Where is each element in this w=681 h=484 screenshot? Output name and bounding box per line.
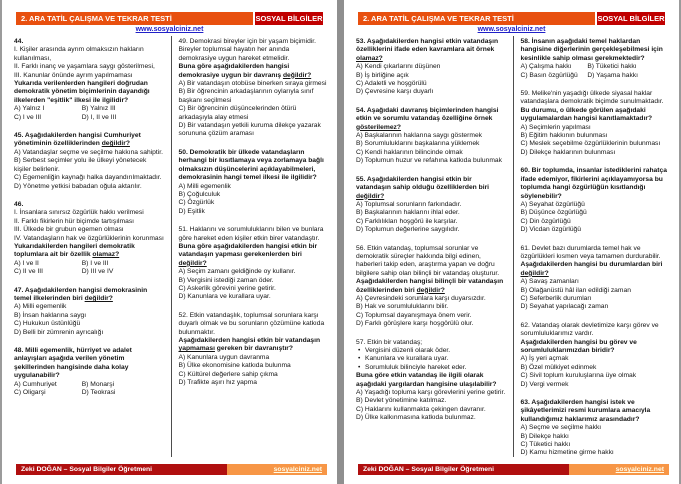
answer-option: C) Tüketici hakkı xyxy=(520,441,571,449)
question-number: 46. xyxy=(14,200,24,208)
answer-option: D) Bir vatandaşın yetkili kuruma dilekçe yazarak sorununa çözüm araması xyxy=(178,122,321,138)
subject-badge: SOSYAL BİLGİLER 5 xyxy=(597,14,665,36)
answer-option: A) I ve II xyxy=(14,259,39,267)
question-59 xyxy=(521,90,670,157)
answer-option: D) Dilekçe haklarının bulunması xyxy=(520,148,616,156)
answer-option: B) Çoğulculuk xyxy=(178,190,221,198)
answer-option: D) III ve IV xyxy=(81,268,114,276)
answer-option: D) Farklı görüşlere karşı hoşgörülü olur. xyxy=(356,320,474,328)
page-footer xyxy=(16,464,327,475)
test-title: 2. ARA TATİL ÇALIŞMA VE TEKRAR TESTİ xyxy=(16,12,253,25)
question-column xyxy=(14,36,171,457)
answer-option: A) Seçme ve seçilme hakkı xyxy=(520,424,602,432)
question-45 xyxy=(14,132,165,191)
question-49 xyxy=(179,38,328,139)
answer-option: B) Serbest seçimler yolu ile ülkeyi yönetecek kişiler belirlenir. xyxy=(14,157,147,173)
question-text: 51. Haklarını ve sorumluluklarını bilen ve bunlara göre hareket eden kişiler etkin birer vatandaştır. xyxy=(178,226,324,242)
answer-options xyxy=(14,260,165,277)
answer-option: A) Çalışma hakkı xyxy=(520,63,572,71)
answer-option: A) Başkalarının haklarına saygı göstermek xyxy=(356,132,483,140)
question-text: 60. Bir toplumda, insanlar istediklerini rahatça ifade edemiyor, fikirlerini açıklayamıyorsa bu toplumda hangi özgürlüğün kısıtlandığı söylenebilir? xyxy=(520,167,667,200)
answer-option: B) İnsan haklarına saygı xyxy=(14,311,87,319)
page-footer xyxy=(358,464,669,475)
answer-option: A) Yaşadığı topluma karşı görevlerini yerine getirir. xyxy=(356,389,506,397)
answer-option: B) Monarşi xyxy=(81,380,115,388)
answer-option: B) Bir öğrencinin arkadaşlarının oylarıyla sınıf başkanı seçilmesi xyxy=(178,88,314,104)
answer-option: D) I, II ve III xyxy=(81,113,117,121)
question-column xyxy=(513,36,670,457)
answer-option: C) Farklılıkları hoşgörü ile karşılar. xyxy=(356,217,458,225)
question-text: • Vergisini düzenli olarak öder. xyxy=(356,347,507,355)
question-text: Bu durumu, o ülkede görülen aşağıdaki uygulamalardan hangisi kanıtlamaktadır? xyxy=(520,106,653,123)
answer-option: B) Yalnız III xyxy=(81,105,116,113)
answer-option: B) Özel mülkiyet edinmek xyxy=(520,363,597,371)
answer-options xyxy=(14,381,165,398)
answer-option: A) Kendi çıkarlarını düşünen xyxy=(356,63,441,71)
answer-option: C) Haklarını kullanmakta çekingen davranır. xyxy=(356,405,486,413)
question-text: 62. Vatandaş olarak devletimize karşı görev ve sorumluluklarımız vardır. xyxy=(520,321,659,338)
answer-option: A) İş yeri açmak xyxy=(520,355,569,363)
answer-option: A) Seçimlerin yapılması xyxy=(520,123,591,131)
question-text: 52. Etkin vatandaşlık, toplumsal sorunlara karşı duyarlı olmak ve bu sorunların çözümüne katkıda bulunmaktır. xyxy=(178,311,325,336)
answer-option: C) Adaletli ve hoşgörülü xyxy=(356,80,427,88)
question-text: Aşağıdakilerden hangisi bu durumlardan biri değildir? xyxy=(520,261,663,277)
answer-option: C) Basın özgürlüğü xyxy=(520,71,578,79)
question-text: 54. Aşağıdaki davranış biçimlerinden hangisi etkin ve sorumlu vatandaş özelliğine örnek gösterilemez? xyxy=(356,106,499,131)
question-57 xyxy=(356,339,507,423)
answer-option: C) Oligarşi xyxy=(14,389,46,397)
question-56 xyxy=(356,245,507,329)
question-columns xyxy=(14,36,327,457)
answer-options xyxy=(14,105,165,122)
answer-option: B) I ve III xyxy=(81,259,109,267)
question-text: Buna göre etkin vatandaş ile ilgili olarak aşağıdaki yargılardan hangisine ulaşılabilir? xyxy=(356,372,497,388)
answer-option: C) Hukukun üstünlüğü xyxy=(14,320,81,328)
answer-option: C) II ve III xyxy=(14,268,43,276)
question-text: III. Ülkede bir grubun egemen olması xyxy=(14,226,124,234)
question-text: II. Farklı inanç ve yaşamlara saygı gösterilmesi, xyxy=(14,63,155,71)
answer-options xyxy=(521,63,670,80)
question-48 xyxy=(14,347,165,397)
question-46 xyxy=(14,201,165,277)
answer-option: C) Askerlik görevini yerine getirir. xyxy=(178,284,276,292)
answer-option: C) I ve III xyxy=(14,113,42,121)
answer-option: A) Milli egemenlik xyxy=(14,303,67,311)
subject-badge: SOSYAL BİLGİLER 5 xyxy=(255,14,323,36)
answer-option: A) Çevresindeki sorunlara karşı duyarsızdır. xyxy=(356,294,486,302)
page-gutter xyxy=(337,0,344,484)
site-link[interactable]: www.sosyalciniz.net xyxy=(135,26,204,33)
question-text: I. Kişiler arasında ayrım olmaksızın hakların kullanılması, xyxy=(14,46,144,62)
question-47 xyxy=(14,287,165,337)
answer-option: D) Ülke kalkınmasına katkıda bulunmaz. xyxy=(356,414,476,422)
answer-option: C) Meslek seçebilme özgürlüklerinin bulunması xyxy=(520,140,661,148)
answer-option: A) Savaş zamanları xyxy=(520,278,579,286)
question-columns xyxy=(356,36,669,457)
answer-option: B) Devlet yönetimine katılmaz. xyxy=(356,397,447,405)
question-text: 49. Demokrasi bireyler için bir yaşam biçimidir. Bireyler toplumsal hayatın her anında demokrasiye uygun hareket etmelidir. xyxy=(178,38,317,62)
test-page-1 xyxy=(2,0,337,484)
question-text: 59. Melike'nin yaşadığı ülkede siyasal haklar vatandaşlara demokratik biçimde sunulmaktadır. xyxy=(520,90,664,106)
answer-option: C) Kültürel değerlere sahip çıkma xyxy=(178,370,278,378)
footer-site-band xyxy=(227,464,327,475)
question-text: Aşağıdakilerden hangisi bilinçli bir vatandaşın özelliklerinden biri değildir? xyxy=(356,278,504,294)
question-text: II. Farklı fikirlerin hür biçimde tartışılması xyxy=(14,217,135,225)
question-63 xyxy=(521,399,670,457)
answer-option: B) Eğitim hakkının bulunması xyxy=(520,132,608,140)
footer-site-link[interactable]: sosyalciniz.net xyxy=(273,466,322,473)
question-text: 63. Aşağıdakilerden hangisi istek ve şikâyetlerimizi resmi kurumlara amacıyla kullandığımız haklarımız arasındadır? xyxy=(520,399,651,423)
question-text: 61. Devlet bazı durumlarda temel hak ve özgürlükleri kısmen veya tamamen durdurabilir. xyxy=(520,244,661,260)
question-text: 47. Aşağıdakilerden hangisi demokrasinin temel ilkelerinden biri değildir? xyxy=(14,286,148,302)
question-text: 55. Aşağıdakilerden hangisi etkin bir vatandaşın sahip olduğu özelliklerden biri değildir? xyxy=(356,175,490,200)
footer-site-band xyxy=(569,464,669,475)
question-text: 56. Etkin vatandaş, toplumsal sorunlar ve demokratik süreçler hakkında bilgi edinen, haberleri takip eden, araştırma yapan ve doğru bilgilere sahip olan bilinçli bir vatandaş oluşturur. xyxy=(356,244,500,277)
question-52 xyxy=(179,312,328,388)
question-text: Buna göre aşağıdakilerden hangisi etkin bir vatandaşın yapması gerekenlerden biri değildir? xyxy=(178,242,318,267)
answer-option: B) Sorumluluklarını başkalarına yüklemek xyxy=(356,140,480,148)
question-column xyxy=(356,36,513,457)
question-50 xyxy=(179,149,328,216)
question-text: III. Kanunlar önünde ayrım yapılmaması xyxy=(14,71,133,79)
answer-option: D) Belli bir zümrenin ayrıcalığı xyxy=(14,328,104,336)
answer-option: C) Toplumsal dayanışmaya önem verir. xyxy=(356,311,472,319)
answer-option: D) Trafikte aşırı hız yapma xyxy=(178,379,257,387)
answer-option: D) Kanunlara ve kurallara uyar. xyxy=(178,293,271,301)
answer-option: A) Seçim zamanı geldiğinde oy kullanır. xyxy=(178,268,296,276)
answer-option: C) Egemenliğin kaynağı halka dayandırılmaktadır. xyxy=(14,174,162,182)
answer-option: B) Dilekçe hakkı xyxy=(520,432,569,440)
answer-option: B) Hak ve sorumluluklarını bilir. xyxy=(356,303,449,311)
answer-option: B) Olağanüstü hâl ilan edildiği zaman xyxy=(520,286,631,294)
answer-option: D) Vergi vermek xyxy=(520,380,569,388)
question-text: Aşağıdakilerden hangisi etkin bir vatandaşın yapmaması gereken bir davranıştır? xyxy=(178,337,321,353)
author-credit: Zeki DOĞAN – Sosyal Bilgiler Öğretmeni xyxy=(16,464,227,475)
question-text: 45. Aşağıdakilerden hangisi Cumhuriyet yönetiminin özelliklerinden değildir? xyxy=(14,132,141,148)
test-page-2 xyxy=(344,0,679,484)
answer-option: A) Vatandaşlar seçme ve seçilme hakkına sahiptir. xyxy=(14,148,163,156)
question-text: Aşağıdakilerden hangisi bu görev ve sorumluluklarımızdan biridir? xyxy=(520,338,637,354)
question-text: Yukarıda verilenlerden hangileri doğrudan demokratik yönetim biçimlerinin dayandığı ilkelerden "eşitlik" ilkesi ile ilgilidir? xyxy=(14,80,150,104)
site-link[interactable]: www.sosyalciniz.net xyxy=(477,26,546,33)
answer-option: D) Çevresine karşı duyarlı xyxy=(356,88,434,96)
question-text: 53. Aşağıdakilerden hangisi etkin vatandaşın özelliklerini ifade eden kavramlara ait örnek olamaz? xyxy=(356,38,499,62)
question-55 xyxy=(356,176,507,235)
answer-option: A) Bir vatandaşın otobüse binerken sıraya girmesi xyxy=(178,80,327,88)
answer-option: B) Düşünce özgürlüğü xyxy=(520,209,587,217)
answer-option: A) Kanunlara uygun davranma xyxy=(178,353,270,361)
answer-option: A) Seyahat özgürlüğü xyxy=(520,200,585,208)
footer-site-link[interactable]: sosyalciniz.net xyxy=(615,466,664,473)
author-credit: Zeki DOĞAN – Sosyal Bilgiler Öğretmeni xyxy=(358,464,569,475)
question-62 xyxy=(521,322,670,389)
answer-option: D) Seyahat yapılacağı zaman xyxy=(520,303,609,311)
answer-option: A) Milli egemenlik xyxy=(178,182,231,190)
answer-option: A) Yalnız I xyxy=(14,105,45,113)
question-text: 57. Etkin bir vatandaş; xyxy=(356,338,423,346)
answer-option: B) Başkalarının haklarını ihlal eder. xyxy=(356,209,460,217)
question-column xyxy=(171,36,328,457)
question-text: I. İnsanlara sınırsız özgürlük hakkı verilmesi xyxy=(14,209,144,217)
answer-option: C) Seferberlik durumları xyxy=(520,294,592,302)
question-54 xyxy=(356,107,507,166)
question-text: • Kanunlara ve kurallara uyar. xyxy=(356,355,507,363)
answer-option: D) Teokrasi xyxy=(81,389,116,397)
question-53 xyxy=(356,38,507,97)
question-44 xyxy=(14,38,165,122)
question-text: Yukarıdakilerden hangileri demokratik toplumlara ait bir özellik olamaz? xyxy=(14,242,135,259)
answer-option: C) Bir öğrencinin düşüncelerinden ötürü arkadaşıyla alay etmesi xyxy=(178,105,297,121)
question-number: 44. xyxy=(14,38,24,45)
answer-option: C) Sivil toplum kuruluşlarına üye olmak xyxy=(520,372,637,380)
question-60 xyxy=(521,167,670,234)
answer-option: D) Kamu hizmetine girme hakkı xyxy=(520,449,614,457)
question-text: IV. Vatandaşların hak ve özgürlüklerinin korunması xyxy=(14,234,164,242)
answer-option: A) Cumhuriyet xyxy=(14,380,57,388)
question-text: 48. Milli egemenlik, hürriyet ve adalet anlayışları aşağıda verilen yönetim şekillerinden hangisinde daha kolay uygulanabilir? xyxy=(14,347,132,380)
question-51 xyxy=(179,226,328,302)
answer-option: C) Din özgürlüğü xyxy=(520,217,571,225)
answer-option: B) Ülke ekonomisine katkıda bulunma xyxy=(178,362,291,370)
answer-option: B) İş birliğine açık xyxy=(356,71,409,79)
answer-option: D) Yönetme yetkisi babadan oğula aktarılır. xyxy=(14,182,142,190)
question-58 xyxy=(521,38,670,80)
question-text: Buna göre aşağıdakilerden hangisi demokrasiye uygun bir davranış değildir? xyxy=(178,63,312,79)
answer-option: B) Vergisini istediği zaman öder. xyxy=(178,276,274,284)
answer-option: D) Vicdan özgürlüğü xyxy=(520,226,581,234)
question-text: 50. Demokratik bir ülkede vatandaşların herhangi bir kısıtlamaya veya zorlamaya bağlı olmaksızın düşüncelerini açıklayabilmeleri, demokrasinin hangi temel ilkesi ile ilgilidir? xyxy=(178,148,324,182)
answer-option: C) Kendi haklarının bilincinde olmak xyxy=(356,148,463,156)
test-title: 2. ARA TATİL ÇALIŞMA VE TEKRAR TESTİ xyxy=(358,12,595,25)
question-text: 58. İnsanın aşağıdaki temel haklardan hangisine diğerlerinin gerçekleşebilmesi için kesinlikle sahip olması gerekmektedir? xyxy=(520,38,663,62)
answer-option: D) Toplumun huzur ve refahına katkıda bulunmak xyxy=(356,157,502,165)
answer-option: C) Özgürlük xyxy=(178,199,215,207)
answer-option: B) Tüketici hakkı xyxy=(587,63,637,71)
answer-option: D) Eşitlik xyxy=(178,207,205,215)
question-text: • Sorumluluk bilinciyle hareket eder. xyxy=(356,364,507,372)
question-61 xyxy=(521,245,670,312)
answer-option: D) Yaşama hakkı xyxy=(587,71,638,79)
answer-option: D) Toplumun değerlerine saygılıdır. xyxy=(356,226,460,234)
answer-option: A) Toplumsal sorunların farkındadır. xyxy=(356,200,462,208)
